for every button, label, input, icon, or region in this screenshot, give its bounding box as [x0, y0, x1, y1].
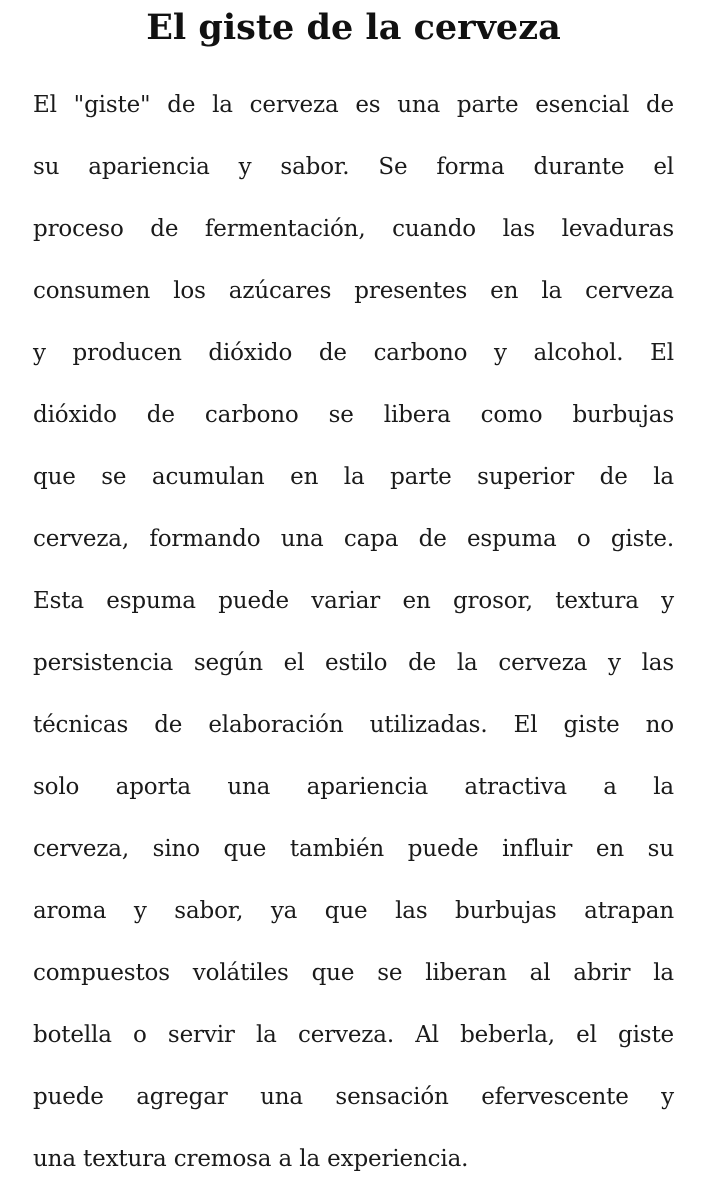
body-line: aroma y sabor, ya que las burbujas atrapan: [33, 898, 674, 924]
body-line: consumen los azúcares presentes en la cerveza: [33, 278, 674, 304]
body-line: Esta espuma puede variar en grosor, textura y: [33, 588, 674, 614]
body-line: El "giste" de la cerveza es una parte esencial de: [33, 92, 674, 118]
body-line: solo aporta una apariencia atractiva a la: [33, 774, 674, 800]
body-line: su apariencia y sabor. Se forma durante el: [33, 154, 674, 180]
body-line: que se acumulan en la parte superior de la: [33, 464, 674, 490]
body-line: botella o servir la cerveza. Al beberla, el giste: [33, 1022, 674, 1048]
body-line: una textura cremosa a la experiencia.: [33, 1146, 469, 1172]
body-line: puede agregar una sensación efervescente y: [33, 1084, 674, 1110]
body-line: cerveza, formando una capa de espuma o giste.: [33, 526, 674, 552]
body-line: y producen dióxido de carbono y alcohol. El: [33, 340, 674, 366]
document-body: [33, 74, 674, 1190]
body-line: técnicas de elaboración utilizadas. El giste no: [33, 712, 674, 738]
body-line: cerveza, sino que también puede influir en su: [33, 836, 674, 862]
body-line: proceso de fermentación, cuando las levaduras: [33, 216, 674, 242]
body-line: compuestos volátiles que se liberan al abrir la: [33, 960, 674, 986]
document-title: El giste de la cerveza: [146, 7, 561, 48]
body-line: dióxido de carbono se libera como burbujas: [33, 402, 674, 428]
body-line: persistencia según el estilo de la cerveza y las: [33, 650, 674, 676]
